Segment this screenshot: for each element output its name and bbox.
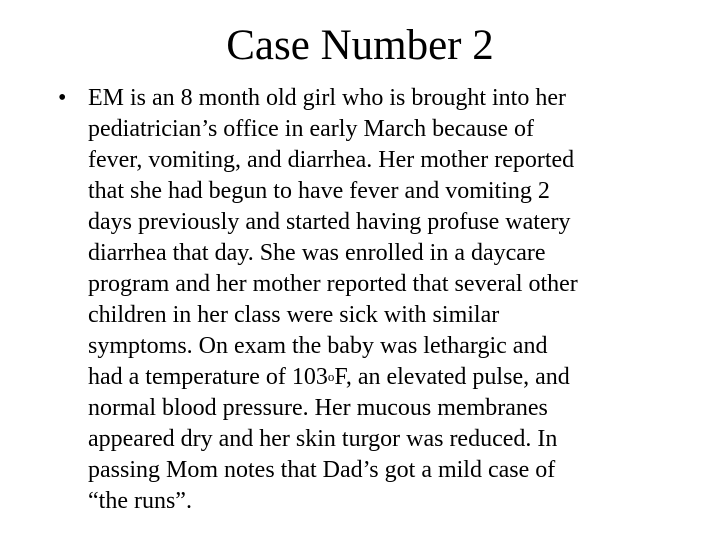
text-line: pediatrician’s office in early March because of <box>88 116 535 142</box>
text-line: fever, vomiting, and diarrhea. Her mother reported <box>88 147 575 173</box>
degree-mark: o <box>327 369 335 384</box>
text-line: that she had begun to have fever and vomiting 2 <box>88 178 550 204</box>
case-description <box>88 83 668 517</box>
text-line-temperature <box>88 362 668 393</box>
slide-title: Case Number 2 <box>226 22 494 69</box>
temperature-rest-text: F, an elevated pulse, and <box>334 364 570 390</box>
text-line: symptoms. On exam the baby was lethargic and <box>88 333 548 359</box>
text-line: passing Mom notes that Dad’s got a mild case of <box>88 457 556 483</box>
text-line: EM is an 8 month old girl who is brought into her <box>88 85 566 111</box>
text-line: children in her class were sick with similar <box>88 302 500 328</box>
bullet-point: • <box>58 85 67 111</box>
text-line: “the runs”. <box>88 488 192 514</box>
temperature-text: had a temperature of 103 <box>88 364 328 390</box>
text-line: normal blood pressure. Her mucous membranes <box>88 395 548 421</box>
text-line: days previously and started having profuse watery <box>88 209 571 235</box>
text-line: program and her mother reported that several other <box>88 271 578 297</box>
text-line: diarrhea that day. She was enrolled in a daycare <box>88 240 546 266</box>
text-line: appeared dry and her skin turgor was reduced. In <box>88 426 558 452</box>
